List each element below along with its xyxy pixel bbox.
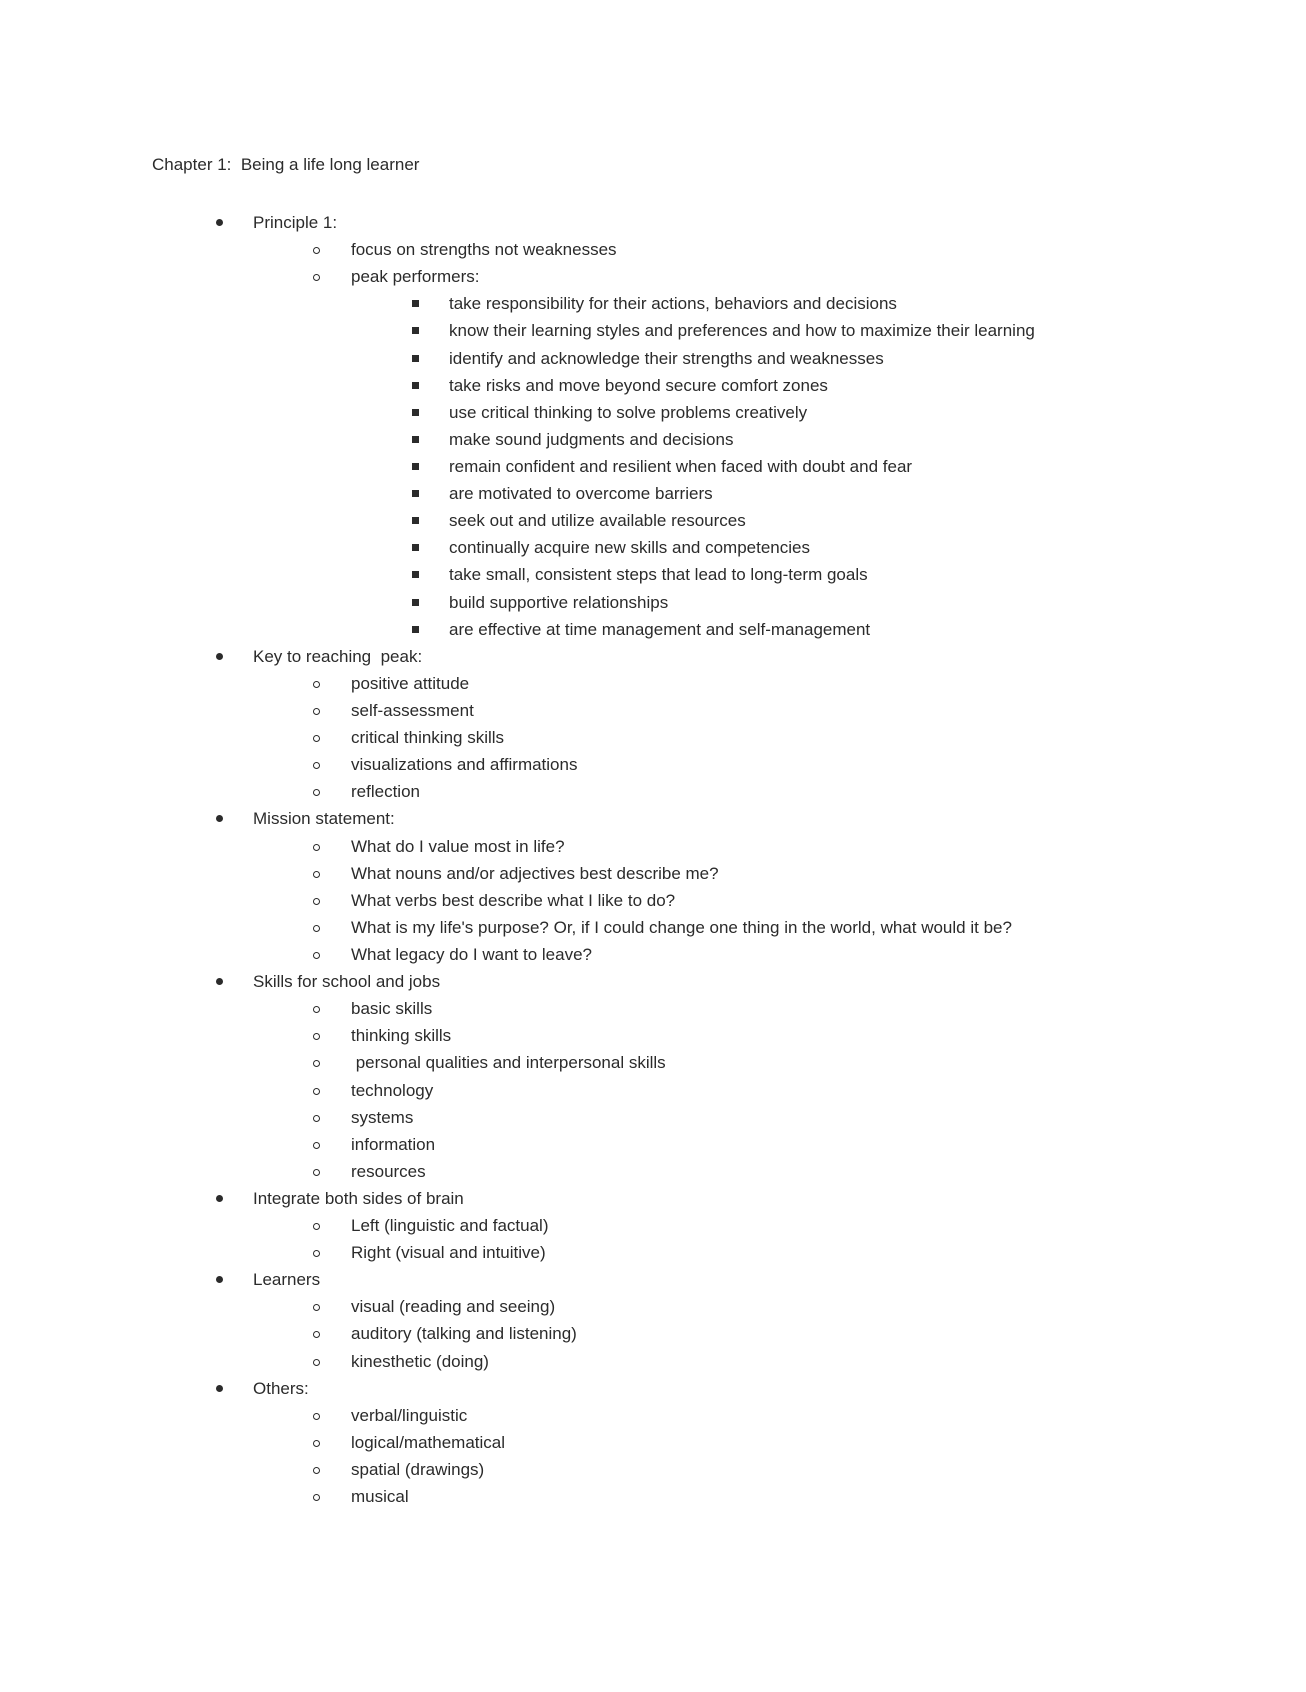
square-bullet-icon [412,517,419,524]
list-item-text: What do I value most in life? [351,836,565,856]
square-bullet-icon [412,490,419,497]
hollow-circle-bullet-icon [313,735,320,742]
list-item-text: seek out and utilize available resources [449,511,746,531]
list-item-text: verbal/linguistic [351,1405,468,1425]
list-item-text: What nouns and/or adjectives best describe me? [351,863,719,883]
hollow-circle-bullet-icon [313,1169,320,1176]
square-bullet-icon [412,544,419,551]
list-item-level-2 [0,1158,1306,1185]
hollow-circle-bullet-icon [313,1223,320,1230]
list-item-level-3 [0,399,1306,426]
filled-circle-bullet-icon [216,1276,223,1283]
list-item-text: know their learning styles and preferences and how to maximize their learning [449,321,1035,341]
hollow-circle-bullet-icon [313,1250,320,1257]
hollow-circle-bullet-icon [313,898,320,905]
list-item-text: logical/mathematical [351,1432,506,1452]
list-item-text: information [351,1134,436,1154]
square-bullet-icon [412,327,419,334]
list-item-text: focus on strengths not weaknesses [351,240,617,260]
square-bullet-icon [412,300,419,307]
hollow-circle-bullet-icon [313,1467,320,1474]
filled-circle-bullet-icon [216,653,223,660]
list-item-level-2 [0,236,1306,263]
square-bullet-icon [412,571,419,578]
list-item-level-2 [0,697,1306,724]
list-item-text: Others: [253,1378,309,1398]
page-title: Chapter 1: Being a life long learner [152,155,420,174]
list-item-level-1 [0,1185,1306,1212]
list-item-level-2 [0,1212,1306,1239]
list-item-text: Left (linguistic and factual) [351,1216,549,1236]
list-item-text: thinking skills [351,1026,452,1046]
list-item-level-2 [0,751,1306,778]
list-item-level-3 [0,290,1306,317]
filled-circle-bullet-icon [216,219,223,226]
list-item-level-2 [0,1456,1306,1483]
list-item-level-2 [0,1293,1306,1320]
list-item-level-2 [0,1049,1306,1076]
list-item-level-2 [0,860,1306,887]
hollow-circle-bullet-icon [313,1359,320,1366]
list-item-text: technology [351,1080,434,1100]
list-item-level-3 [0,561,1306,588]
list-item-text: systems [351,1107,414,1127]
square-bullet-icon [412,355,419,362]
list-item-level-1 [0,209,1306,236]
list-item-level-2 [0,1022,1306,1049]
bullet-outline [0,209,1306,1510]
list-item-text: musical [351,1487,409,1507]
list-item-text: use critical thinking to solve problems creatively [449,402,808,422]
list-item-text: personal qualities and interpersonal skills [351,1053,666,1073]
hollow-circle-bullet-icon [313,1304,320,1311]
list-item-text: take risks and move beyond secure comfort zones [449,375,828,395]
list-item-text: take small, consistent steps that lead to long-term goals [449,565,868,585]
hollow-circle-bullet-icon [313,762,320,769]
hollow-circle-bullet-icon [313,1142,320,1149]
hollow-circle-bullet-icon [313,789,320,796]
list-item-level-2 [0,263,1306,290]
list-item-text: peak performers: [351,267,480,287]
hollow-circle-bullet-icon [313,681,320,688]
list-item-level-2 [0,1402,1306,1429]
square-bullet-icon [412,463,419,470]
list-item-text: visualizations and affirmations [351,755,578,775]
filled-circle-bullet-icon [216,1195,223,1202]
list-item-text: identify and acknowledge their strengths and weaknesses [449,348,884,368]
list-item-level-2 [0,1348,1306,1375]
list-item-text: visual (reading and seeing) [351,1297,556,1317]
list-item-level-3 [0,426,1306,453]
filled-circle-bullet-icon [216,978,223,985]
hollow-circle-bullet-icon [313,1060,320,1067]
list-item-text: What legacy do I want to leave? [351,944,592,964]
list-item-level-2 [0,887,1306,914]
list-item-level-2 [0,1104,1306,1131]
hollow-circle-bullet-icon [313,1033,320,1040]
list-item-level-3 [0,345,1306,372]
list-item-text: remain confident and resilient when faced with doubt and fear [449,456,913,476]
hollow-circle-bullet-icon [313,247,320,254]
list-item-text: reflection [351,782,420,802]
list-item-level-3 [0,372,1306,399]
list-item-level-2 [0,724,1306,751]
list-item-text: Mission statement: [253,809,395,829]
list-item-text: are motivated to overcome barriers [449,484,713,504]
list-item-text: spatial (drawings) [351,1460,485,1480]
hollow-circle-bullet-icon [313,1440,320,1447]
list-item-text: continually acquire new skills and competencies [449,538,810,558]
list-item-level-1 [0,643,1306,670]
hollow-circle-bullet-icon [313,1088,320,1095]
list-item-level-2 [0,995,1306,1022]
list-item-text: What is my life's purpose? Or, if I could change one thing in the world, what would it be? [351,917,1012,937]
hollow-circle-bullet-icon [313,844,320,851]
list-item-text: Learners [253,1270,321,1290]
list-item-text: make sound judgments and decisions [449,429,734,449]
list-item-level-2 [0,1131,1306,1158]
list-item-level-3 [0,453,1306,480]
list-item-text: are effective at time management and self-management [449,619,871,639]
hollow-circle-bullet-icon [313,1006,320,1013]
square-bullet-icon [412,436,419,443]
hollow-circle-bullet-icon [313,1413,320,1420]
list-item-text: Principle 1: [253,213,338,232]
hollow-circle-bullet-icon [313,925,320,932]
list-item-level-2 [0,1429,1306,1456]
list-item-text: Right (visual and intuitive) [351,1243,546,1263]
list-item-text: What verbs best describe what I like to do? [351,890,676,910]
list-item-level-3 [0,317,1306,344]
list-item-text: self-assessment [351,700,474,720]
list-item-text: basic skills [351,999,433,1019]
square-bullet-icon [412,409,419,416]
list-item-level-2 [0,1077,1306,1104]
list-item-level-1 [0,1266,1306,1293]
list-item-level-2 [0,941,1306,968]
list-item-level-1 [0,968,1306,995]
hollow-circle-bullet-icon [313,274,320,281]
list-item-level-2 [0,1320,1306,1347]
list-item-level-3 [0,589,1306,616]
list-item-level-2 [0,1239,1306,1266]
filled-circle-bullet-icon [216,815,223,822]
hollow-circle-bullet-icon [313,1331,320,1338]
list-item-level-2 [0,670,1306,697]
hollow-circle-bullet-icon [313,871,320,878]
list-item-text: critical thinking skills [351,728,505,748]
list-item-text: resources [351,1161,426,1181]
list-item-level-2 [0,1483,1306,1510]
hollow-circle-bullet-icon [313,708,320,715]
hollow-circle-bullet-icon [313,1115,320,1122]
square-bullet-icon [412,626,419,633]
list-item-level-3 [0,534,1306,561]
list-item-level-1 [0,805,1306,832]
list-item-level-2 [0,914,1306,941]
list-item-text: build supportive relationships [449,592,669,612]
list-item-text: Integrate both sides of brain [253,1188,464,1208]
list-item-level-3 [0,507,1306,534]
square-bullet-icon [412,599,419,606]
hollow-circle-bullet-icon [313,1494,320,1501]
list-item-text: Skills for school and jobs [253,972,441,992]
list-item-text: take responsibility for their actions, behaviors and decisions [449,294,897,314]
list-item-level-3 [0,616,1306,643]
square-bullet-icon [412,382,419,389]
list-item-text: auditory (talking and listening) [351,1324,577,1344]
list-item-text: Key to reaching peak: [253,646,423,666]
list-item-level-1 [0,1375,1306,1402]
hollow-circle-bullet-icon [313,952,320,959]
list-item-text: kinesthetic (doing) [351,1351,489,1371]
list-item-level-3 [0,480,1306,507]
list-item-text: positive attitude [351,673,470,693]
list-item-level-2 [0,833,1306,860]
list-item-level-2 [0,778,1306,805]
filled-circle-bullet-icon [216,1385,223,1392]
